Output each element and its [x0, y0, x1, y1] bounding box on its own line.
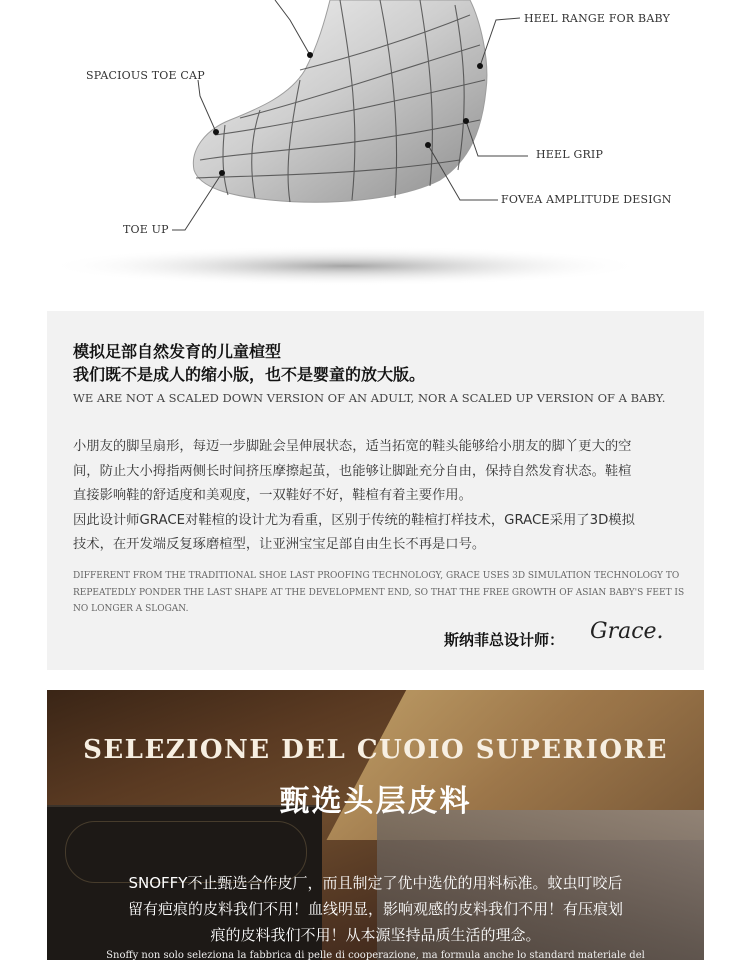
leather-selection-banner — [47, 690, 704, 960]
english-line: REPEATEDLY PONDER THE LAST SHAPE AT THE DEVELOPMENT END, SO THAT THE FREE GROWTH OF ASIAN BABY'S FEET IS — [73, 587, 685, 598]
callout-toe-cap: SPACIOUS TOE CAP — [86, 69, 205, 82]
callout-fovea-amplitude: FOVEA AMPLITUDE DESIGN — [501, 193, 672, 206]
banner-title-chinese: 甄选头层皮料 — [279, 784, 472, 819]
body-line: 间，防止大小拇指两侧长时间挤压摩擦起茧，也能够让脚趾充分自由，保持自然发育状态。鞋楦 — [73, 463, 632, 479]
card-heading-1: 模拟足部自然发育的儿童楦型 — [73, 342, 282, 361]
banner-line: 痕的皮料我们不用！从本源坚持品质生活的理念。 — [210, 926, 541, 944]
card-body-text — [73, 435, 693, 558]
banner-paragraph — [47, 870, 704, 948]
english-line: NO LONGER A SLOGAN. — [73, 604, 189, 614]
callout-heel-grip: HEEL GRIP — [536, 148, 604, 161]
design-philosophy-card — [47, 311, 704, 670]
banner-italian-text: Snoffy non solo seleziona la fabbrica di pelle di cooperazione, ma formula anche lo standard materiale del — [106, 950, 645, 960]
designer-signature: Grace. — [590, 619, 664, 644]
card-heading-2: 我们既不是成人的缩小版，也不是婴童的放大版。 — [73, 365, 426, 384]
callout-heel-range: HEEL RANGE FOR BABY — [524, 12, 671, 25]
shoe-last-diagram — [0, 0, 750, 300]
banner-line: 留有疤痕的皮料我们不用！血线明显，影响观感的皮料我们不用！有压痕划 — [127, 900, 623, 918]
shoe-last-illustration — [0, 0, 750, 300]
banner-line: SNOFFY不止甄选合作皮厂，而且制定了优中选优的用料标准。蚊虫叮咬后 — [128, 874, 623, 892]
card-subheading: WE ARE NOT A SCALED DOWN VERSION OF AN ADULT, NOR A SCALED UP VERSION OF A BABY. — [73, 391, 666, 405]
card-english-text — [73, 568, 693, 618]
body-line: 因此设计师GRACE对鞋楦的设计尤为看重，区别于传统的鞋楦打样技术，GRACE采用了3D模拟 — [73, 512, 635, 528]
body-line: 小朋友的脚呈扇形，每迈一步脚趾会呈伸展状态，适当拓宽的鞋头能够给小朋友的脚丫更大的空 — [73, 439, 632, 454]
body-line: 技术，在开发端反复琢磨楦型，让亚洲宝宝足部自由生长不再是口号。 — [73, 537, 486, 552]
banner-title-italian: SELEZIONE DEL CUOIO SUPERIORE — [83, 735, 668, 765]
designer-signature-label: 斯纳菲总设计师： — [444, 631, 565, 649]
english-line: DIFFERENT FROM THE TRADITIONAL SHOE LAST PROOFING TECHNOLOGY, GRACE USES 3D SIMULATION TECHNOLOGY TO — [73, 571, 680, 581]
callout-toe-up: TOE UP — [123, 223, 169, 236]
body-line: 直接影响鞋的舒适度和美观度，一双鞋好不好，鞋楦有着主要作用。 — [73, 488, 472, 503]
